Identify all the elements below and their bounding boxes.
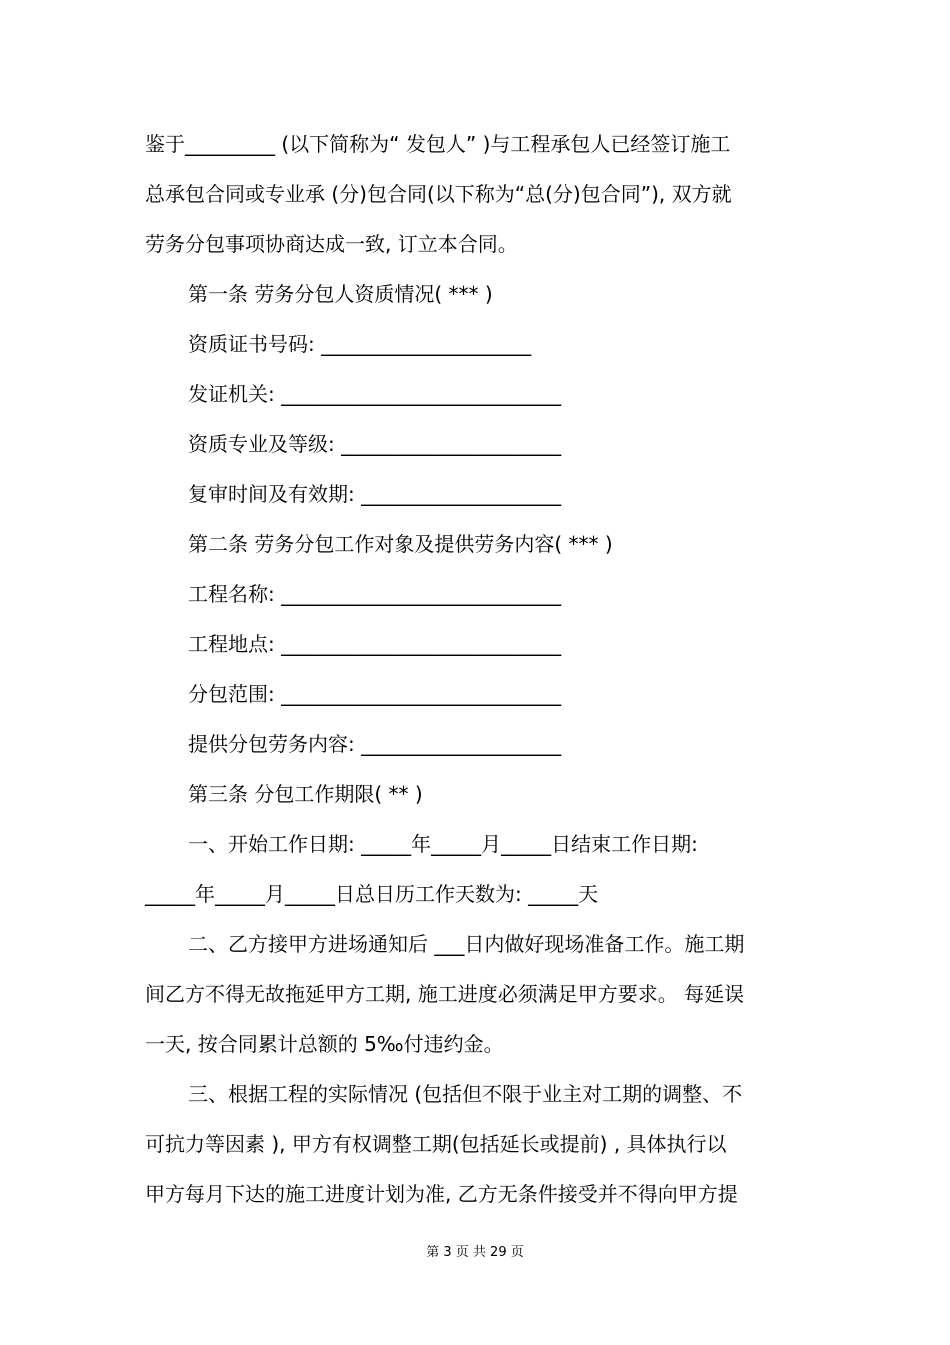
article-heading: 第三条 分包工作期限( ** ) — [188, 782, 423, 806]
form-field: 工程地点: ____________________________ — [188, 632, 562, 656]
form-field: 分包范围: ____________________________ — [188, 682, 562, 706]
body-line: 一天, 按合同累计总额的 5‰付违约金。 — [145, 1032, 504, 1056]
body-line: 一、开始工作日期: _____年_____月_____日结束工作日期: — [188, 832, 698, 856]
form-field: 资质专业及等级: ______________________ — [188, 432, 562, 456]
body-line: 甲方每月下达的施工进度计划为准, 乙方无条件接受并不得向甲方提 — [145, 1182, 738, 1206]
body-line: 三、根据工程的实际情况 (包括但不限于业主对工期的调整、不 — [188, 1082, 743, 1106]
body-line: 二、乙方接甲方进场通知后 ___日内做好现场准备工作。施工期 — [188, 932, 745, 956]
body-line: _____年_____月_____日总日历工作天数为: _____天 — [145, 882, 599, 906]
body-line: 劳务分包事项协商达成一致, 订立本合同。 — [145, 232, 518, 256]
body-line: 可抗力等因素 ), 甲方有权调整工期(包括延长或提前) , 具体执行以 — [145, 1132, 727, 1156]
page-footer: 第 3 页 共 29 页 — [426, 1245, 524, 1260]
body-line: 间乙方不得无故拖延甲方工期, 施工进度必须满足甲方要求。 每延误 — [145, 982, 745, 1006]
form-field: 发证机关: ____________________________ — [188, 382, 562, 406]
form-field: 工程名称: ____________________________ — [188, 582, 562, 606]
form-field: 资质证书号码: _____________________ — [188, 332, 532, 356]
form-field: 提供分包劳务内容: ____________________ — [188, 732, 562, 756]
article-heading: 第一条 劳务分包人资质情况( *** ) — [188, 282, 493, 306]
article-heading: 第二条 劳务分包工作对象及提供劳务内容( *** ) — [188, 532, 613, 556]
body-line: 鉴于_________ (以下简称为“ 发包人” )与工程承包人已经签订施工 — [145, 132, 731, 156]
body-line: 总承包合同或专业承 (分)包合同(以下称为“总(分)包合同”), 双方就 — [145, 182, 732, 206]
form-field: 复审时间及有效期: ____________________ — [188, 482, 562, 506]
